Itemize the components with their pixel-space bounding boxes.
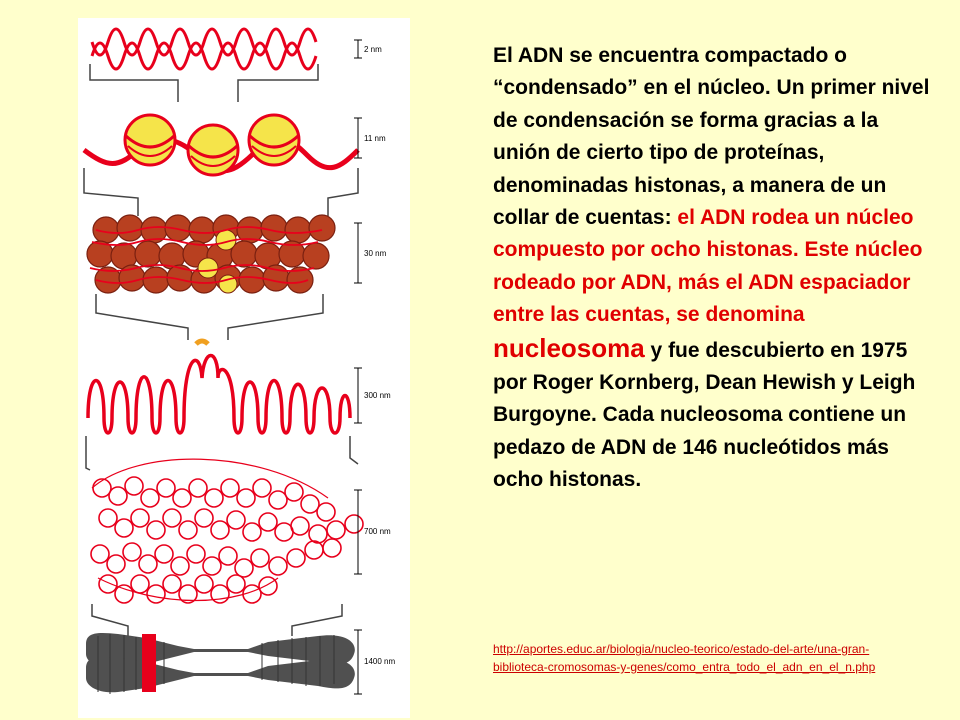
scale-label-1400nm: 1400 nm (364, 657, 396, 666)
description-part-1: El ADN se encuentra compactado o “condensado” en el núcleo. Un primer nivel de condensación se forma gracias a la unión de cierto tipo de proteínas, denominadas histonas, a manera de un collar de cuentas: (493, 44, 930, 230)
scale-label-300nm: 300 nm (364, 391, 391, 400)
double-helix (92, 29, 316, 69)
connector-1 (90, 64, 318, 102)
description-text (493, 40, 933, 497)
scale-label-30nm: 30 nm (364, 249, 387, 258)
solenoid-fiber (87, 215, 335, 293)
description-part-3: y fue descubierto en 1975 por Roger Kornberg, Dean Hewish y Leigh Burgoyne. Cada nucleosoma contiene un pedazo de ADN de 146 nucleótidos más ocho histonas. (493, 338, 916, 492)
looped-domains (88, 341, 350, 433)
scale-label-2nm: 2 nm (364, 45, 382, 54)
scale-label-11nm: 11 nm (364, 134, 386, 143)
nucleosoma-term: nucleosoma (493, 332, 645, 363)
dna-compaction-figure (78, 18, 410, 718)
scale-label-700nm: 700 nm (364, 527, 391, 536)
connector-5 (92, 604, 342, 636)
compaction-diagram (78, 18, 410, 718)
source-link[interactable]: http://aportes.educ.ar/biologia/nucleo-teorico/estado-del-arte/una-gran-biblioteca-cromosomas-y-genes/como_entra_todo_el_adn_en_el_n.php (493, 642, 876, 674)
metaphase-chromosome (86, 633, 355, 694)
connector-4 (86, 436, 358, 470)
scale-bars (354, 40, 362, 694)
connector-3 (96, 294, 323, 340)
description-part-2-highlight: el ADN rodea un núcleo compuesto por ocho histonas. Este núcleo rodeado por ADN, más el ADN espaciador entre las cuentas, se denomina (493, 206, 923, 327)
condensed-chromatin (91, 459, 363, 603)
beads-on-string (84, 115, 358, 175)
